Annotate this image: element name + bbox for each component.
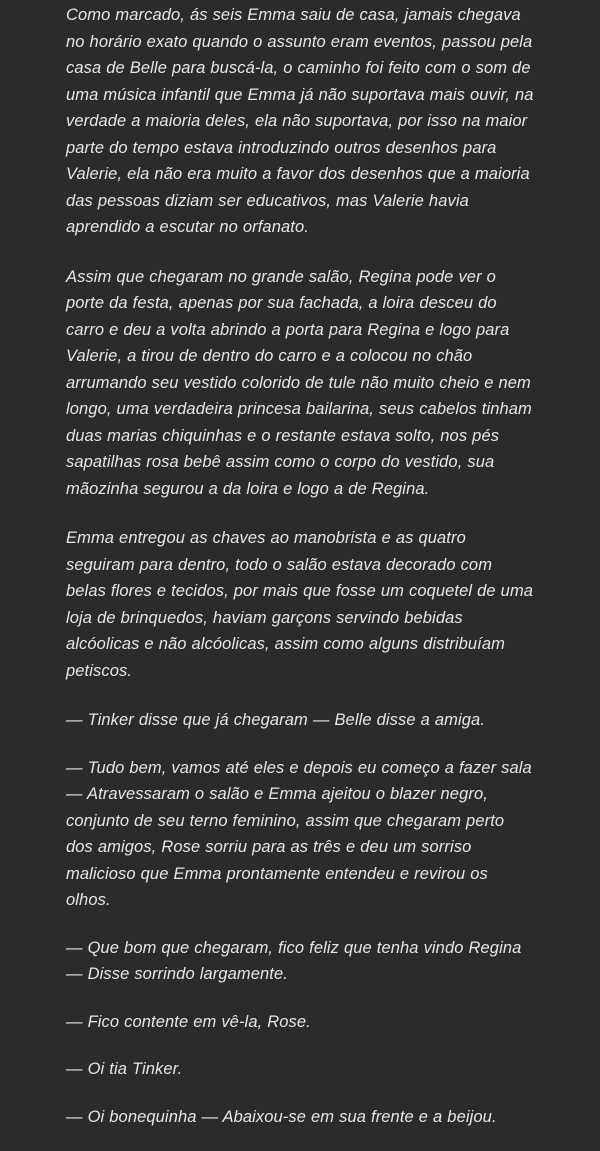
- paragraph: Assim que chegaram no grande salão, Regina pode ver o porte da festa, apenas por sua fachada, a loira desceu do carro e deu a volta abrindo a porta para Regina e logo para Valerie, a tirou de dentro do carro e a colocou no chão arrumando seu vestido colorido de tule não muito cheio e nem longo, uma verdadeira princesa bailarina, seus cabelos tinham duas marias chiquinhas e o restante estava solto, nos pés sapatilhas rosa bebê assim como o corpo do vestido, sua mãozinha segurou a da loira e logo a de Regina.: [66, 267, 532, 498]
- dialogue-line: — Que bom que chegaram, fico feliz que tenha vindo Regina — Disse sorrindo largamente.: [66, 938, 522, 983]
- paragraph: Como marcado, ás seis Emma saiu de casa, jamais chegava no horário exato quando o assunto eram eventos, passou pela casa de Belle para buscá-la, o caminho foi feito com o som de uma música infantil que Emma já não suportava mais ouvir, na verdade a maioria deles, ela não suportava, por isso na maior parte do tempo estava introduzindo outros desenhos para Valerie, ela não era muito a favor dos desenhos que a maioria das pessoas diziam ser educativos, mas Valerie havia aprendido a escutar no orfanato.: [66, 6, 534, 236]
- story-text-body: [66, 0, 536, 1130]
- dialogue-line: — Tudo bem, vamos até eles e depois eu começo a fazer sala — Atravessaram o salão e Emma ajeitou o blazer negro, conjunto de seu terno feminino, assim que chegaram perto dos amigos, Rose sorriu para as três e deu um sorriso malicioso que Emma prontamente entendeu e revirou os olhos.: [66, 758, 532, 909]
- paragraph: Emma entregou as chaves ao manobrista e as quatro seguiram para dentro, todo o salão estava decorado com belas flores e tecidos, por mais que fosse um coquetel de uma loja de brinquedos, haviam garçons servindo bebidas alcóolicas e não alcóolicas, assim como alguns distribuíam petiscos.: [66, 529, 534, 680]
- dialogue-line: — Tinker disse que já chegaram — Belle disse a amiga.: [66, 711, 486, 729]
- dialogue-line: — Fico contente em vê-la, Rose.: [66, 1012, 311, 1031]
- dialogue-line: — Oi tia Tinker.: [66, 1060, 183, 1078]
- dialogue-line: — Oi bonequinha — Abaixou-se em sua frente e a beijou.: [66, 1107, 497, 1126]
